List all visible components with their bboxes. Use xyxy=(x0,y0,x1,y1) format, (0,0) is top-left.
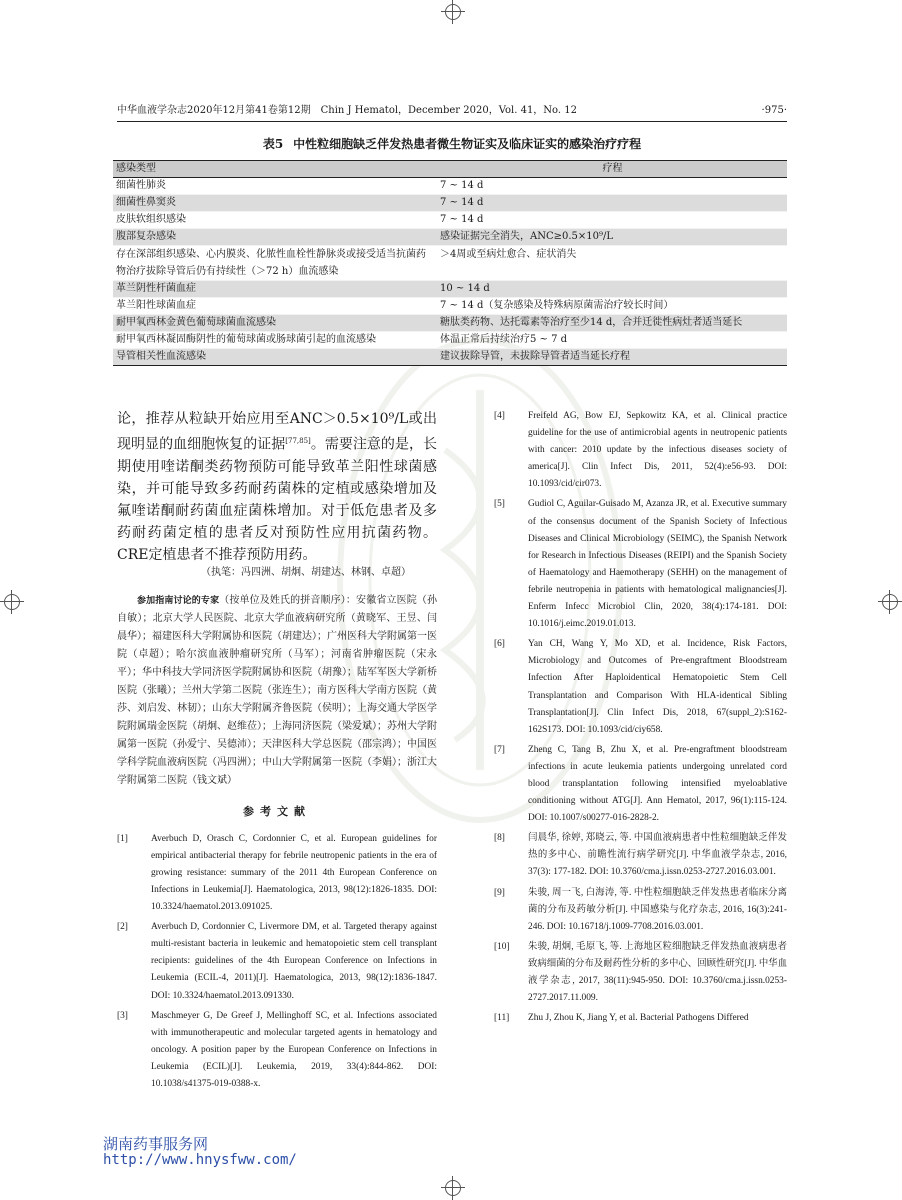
course-cell: 7 ~ 14 d xyxy=(434,195,787,212)
running-header xyxy=(117,104,787,118)
citation: [77,85] xyxy=(285,437,311,445)
page-number: ·975· xyxy=(761,105,787,116)
course-cell: 建议拔除导管，未拔除导管者适当延长疗程 xyxy=(434,349,787,366)
infection-type-cell: 耐甲氧西林凝固酶阴性的葡萄球菌或肠球菌引起的血流感染 xyxy=(113,332,434,349)
course-cell: 感染证据完全消失，ANC≥0.5×10⁹/L xyxy=(434,229,787,246)
table-row xyxy=(113,281,787,298)
course-cell: 体温正常后持续治疗5 ~ 7 d xyxy=(434,332,787,349)
reference-text: Averbuch D, Orasch C, Cordonnier C, et al. European guidelines for empirical antibacterial therapy for febrile neutropenic patients in the era of growing resistance: summary of the 2011 4th European Conference on Infections in Leukemia[J]. Haematologica, 2013, 98(12):1826-1835. DOI: 10.3324/haematol.2013.091025. xyxy=(151,833,437,913)
reference-text: Averbuch D, Cordonnier C, Livermore DM, et al. Targeted therapy against multi-resistant bacteria in leukemic and hematopoietic stem cell transplant recipients: guidelines of the 4th European Conference on Infections in Leukemia (ECIL-4, 2011)[J]. Haematologica, 2013, 98(12):1836-1847. DOI: 10.3324/haematol.2013.091330. xyxy=(151,922,437,1001)
reference-text: 朱骏, 胡炯, 毛原飞, 等. 上海地区粒细胞缺乏伴发热血液病患者致病细菌的分布及耐药性分析的多中心、回顾性研究[J]. 中华血液学杂志, 2017, 38(11):945-950. DOI: 10.3760/cma.j.issn.0253-2727.2017.11.009. xyxy=(528,941,787,1004)
footer-url-link[interactable]: http://www.hnysfww.com/ xyxy=(103,1152,297,1168)
table-row xyxy=(113,246,787,281)
table-row xyxy=(113,229,787,246)
left-column xyxy=(117,408,437,1096)
table-row xyxy=(113,178,787,195)
course-cell: ＞4周或至病灶愈合、症状消失 xyxy=(434,246,787,281)
reference-number: [3] xyxy=(117,1010,128,1021)
reference-text: Yan CH, Wang Y, Mo XD, et al. Incidence, Risk Factors, Microbiology and Outcomes of Pre-engraftment Bloodstream Infection After Haploidentical Hematopoietic Stem Cell Transplantation and Comparison With HLA-identical Sibling Transplantation[J]. Clin Infect Dis, 2018, 67(suppl_2):S162-162S173. DOI: 10.1093/cid/ciy658. xyxy=(528,639,787,735)
table-row xyxy=(113,349,787,366)
table-row xyxy=(113,298,787,315)
participants-label: 参加指南讨论的专家 xyxy=(137,595,220,606)
header-rule xyxy=(117,121,787,122)
table-caption xyxy=(117,136,787,152)
infection-type-cell: 耐甲氧西林金黄色葡萄球菌血流感染 xyxy=(113,315,434,332)
infection-type-cell: 导管相关性血流感染 xyxy=(113,349,434,366)
course-cell: 7 ~ 14 d（复杂感染及特殊病原菌需治疗较长时间） xyxy=(434,298,787,315)
reference-text: Zhu J, Zhou K, Jiang Y, et al. Bacterial Pathogens Differed xyxy=(528,1013,749,1024)
reference-item xyxy=(494,742,787,827)
reference-number: [6] xyxy=(494,639,505,650)
body-paragraph xyxy=(117,408,437,566)
infection-type-cell: 细菌性肺炎 xyxy=(113,178,434,195)
reference-text: Gudiol C, Aguilar-Guisado M, Azanza JR, et al. Executive summary of the consensus document of the Spanish Society of Infectious Diseases and Clinical Microbiology (SEIMC), the Spanish Network for Research in Infectious Diseases (REIPI) and the Spanish Society of Haematology and Haemotherapy (SEHH) on the management of febrile neutropenia in patients with hematological malignancies[J]. Enferm Infecc Microbiol Clin, 2020, 38(4):174-181. DOI: 10.1016/j.eimc.2019.01.013. xyxy=(528,499,787,630)
table-row xyxy=(113,315,787,332)
reference-text: 朱骏, 周一飞, 白海涛, 等. 中性粒细胞缺乏伴发热患者临床分离菌的分布及药敏分析[J]. 中国感染与化疗杂志, 2016, 16(3):241-246. DOI: 10.16718/j.1009-7708.2016.03.001. xyxy=(528,887,787,932)
references-heading: 参考文献 xyxy=(243,804,311,818)
table-row xyxy=(113,195,787,212)
table-row xyxy=(113,212,787,229)
body-text-b: 。需要注意的是，长期使用喹诺酮类药物预防可能导致革兰阳性球菌感染，并可能导致多药耐药菌株的定植或感染增加及氟喹诺酮耐药菌血症菌株增加。对于低危患者及多药耐药菌定植的患者反对预防性应用抗菌药物。CRE定植患者不推荐预防用药。 xyxy=(117,436,438,563)
body-text-a: 论，推荐从粒缺开始应用至ANC＞0.5×10⁹/L或出现明显的血细胞恢复的证据 xyxy=(117,411,437,453)
registration-mark-bottom xyxy=(441,1176,465,1200)
infection-type-cell: 革兰阳性球菌血症 xyxy=(113,298,434,315)
reference-text: 闫晨华, 徐婷, 郑晓云, 等. 中国血液病患者中性粒细胞缺乏伴发热的多中心、前瞻性流行病学研究[J]. 中华血液学杂志, 2016, 37(3): 177-182. DOI: 10.3760/cma.j.issn.0253-2727.2016.03.001. xyxy=(528,833,787,878)
reference-item xyxy=(494,1010,787,1027)
reference-number: [2] xyxy=(117,922,128,933)
table-header-row xyxy=(113,161,787,178)
right-column xyxy=(494,408,787,1030)
reference-item xyxy=(117,831,437,916)
authors-line: （执笔：冯四洲、胡炯、胡建达、林钢、卓超） xyxy=(201,566,411,578)
course-cell: 7 ~ 14 d xyxy=(434,178,787,195)
reference-number: [8] xyxy=(494,833,505,844)
reference-text: Zheng C, Tang B, Zhu X, et al. Pre-engraftment bloodstream infections in acute leukemia patients undergoing unrelated cord blood transplantation following intensified myeloablative conditioning without ATG[J]. Ann Hematol, 2017, 96(1):115-124. DOI: 10.1007/s00277-016-2828-2. xyxy=(528,744,787,824)
treatment-duration-table xyxy=(113,160,787,366)
reference-item xyxy=(494,496,787,633)
course-cell: 7 ~ 14 d xyxy=(434,212,787,229)
infection-type-cell: 细菌性鼻窦炎 xyxy=(113,195,434,212)
table-header-cell: 疗程 xyxy=(434,161,787,178)
course-cell: 糖肽类药物、达托霉素等治疗至少14 d，合并迁徙性病灶者适当延长 xyxy=(434,315,787,332)
reference-item xyxy=(117,919,437,1004)
reference-number: [11] xyxy=(494,1013,510,1024)
infection-type-cell: 存在深部组织感染、心内膜炎、化脓性血栓性静脉炎或接受适当抗菌药物治疗拔除导管后仍有持续性（＞72 h）血流感染 xyxy=(113,246,434,281)
reference-item xyxy=(494,939,787,1007)
footer-site-name: 湖南药事服务网 xyxy=(103,1135,209,1153)
infection-type-cell: 腹部复杂感染 xyxy=(113,229,434,246)
reference-text: Maschmeyer G, De Greef J, Mellinghoff SC, et al. Infections associated with immunotherapeutic and molecular targeted agents in hematology and oncology. A position paper by the European Conference on Infections in Leukemia (ECIL)[J]. Leukemia, 2019, 33(4):844-862. DOI: 10.1038/s41375-019-0388-x. xyxy=(151,1010,437,1089)
reference-number: [7] xyxy=(494,744,505,755)
reference-item xyxy=(494,636,787,739)
course-cell: 10 ~ 14 d xyxy=(434,281,787,298)
registration-mark-top xyxy=(441,0,465,24)
participants-paragraph xyxy=(117,592,437,790)
reference-number: [4] xyxy=(494,411,505,421)
infection-type-cell: 皮肤软组织感染 xyxy=(113,212,434,229)
table-number: 表5 xyxy=(262,137,284,151)
registration-mark-left xyxy=(0,590,24,614)
reference-text: Freifeld AG, Bow EJ, Sepkowitz KA, et al. Clinical practice guideline for the use of antimicrobial agents in neutropenic patients with cancer: 2010 update by the infectious diseases society of america[J]. Clin Infect Dis, 2011, 52(4):e56-93. DOI: 10.1093/cid/cir073. xyxy=(528,411,787,490)
reference-number: [1] xyxy=(117,833,128,844)
reference-number: [9] xyxy=(494,887,505,898)
table-row xyxy=(113,332,787,349)
reference-item xyxy=(494,885,787,936)
participants-text: （按单位及姓氏的拼音顺序）：安徽省立医院（孙自敏）；北京大学人民医院、北京大学血液病研究所（黄晓军、王昱、闫晨华）；福建医科大学附属协和医院（胡建达）；广州医科大学附属第一医院（卓超）；哈尔滨血液肿瘤研究所（马军）；河南省肿瘤医院（宋永平）；华中科技大学同济医学院附属协和医院（胡豫）；陆军军医大学新桥医院（张曦）；兰州大学第二医院（张连生）；南方医科大学南方医院（黄莎、刘启发、林韧）；山东大学附属齐鲁医院（侯明）；上海交通大学医学院附属瑞金医院（胡炯、赵维莅）；上海同济医院（梁爱斌）；苏州大学附属第一医院（孙爱宁、吴德沛）；天津医科大学总医院（邵宗鸿）；中国医学科学院血液病医院（冯四洲）；中山大学附属第一医院（李娟）；浙江大学附属第二医院（钱文斌） xyxy=(117,594,437,786)
reference-item xyxy=(494,408,787,493)
running-header-left: 中华血液学杂志2020年12月第41卷第12期 Chin J Hematol，December 2020，Vol. 41，No. 12 xyxy=(117,105,577,116)
table-header-cell: 感染类型 xyxy=(113,161,434,178)
registration-mark-right xyxy=(878,590,902,614)
reference-number: [5] xyxy=(494,499,505,510)
reference-item xyxy=(494,830,787,881)
reference-number: [10] xyxy=(494,941,510,952)
table-title: 中性粒细胞缺乏伴发热患者微生物证实及临床证实的感染治疗疗程 xyxy=(293,137,642,151)
reference-item xyxy=(117,1008,437,1093)
infection-type-cell: 革兰阴性杆菌血症 xyxy=(113,281,434,298)
